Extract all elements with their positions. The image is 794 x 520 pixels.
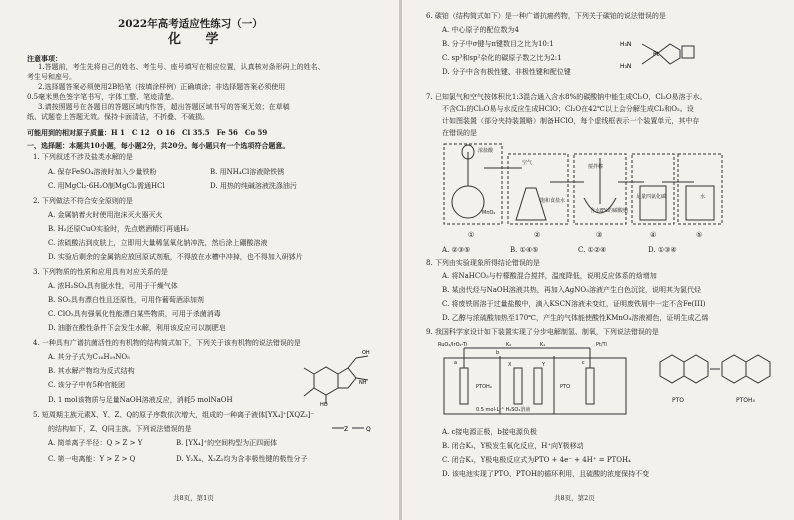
ionic-liquid-structure [324,412,380,444]
question-option: C. 闭合K₁，Y极电极反应式为PTO + 4e⁻ + 4H⁺ = PTOH₄ [442,456,631,464]
apparatus-label: 空气 [522,160,533,166]
svg-text:H₃N: H₃N [620,63,632,70]
question-option: C. sp³和sp²杂化的碳原子数之比为2:1 [442,54,562,62]
question-stem: 的结构如下，Z、Q同主族。下列说法错误的是 [48,425,192,433]
question-option: D. ①③④ [648,246,677,254]
organic-structure-diagram [296,346,374,408]
question-option: C. ①②④ [578,246,607,254]
question-option: B. H₂还原CuO实验时，先点燃酒精灯再通H₂ [48,225,190,233]
question-option: C. ClO₂具有强氧化性能漂白某些物质，可用于杀菌消毒 [48,310,221,318]
apparatus-label: MnO₂ [482,210,496,216]
apparatus-label: 水 [700,194,706,200]
question-option: A. 将NaHCO₃与柠檬酸混合搅拌，温度降低，说明反应体系的焓增加 [442,272,657,280]
question-stem: 3. 下列物质的性质和应用具有对应关系的是 [33,268,168,276]
atomic-masses: 可能用到的相对原子质量：H 1 C 12 O 16 Cl 35.5 Fe 56 Co 59 [27,128,268,137]
electrolysis-cell-diagram [436,338,636,418]
cell-label: K₁ [540,342,546,348]
cell-label: a [454,360,458,366]
question-option: D. 分子中含有极性键、非极性键和配位键 [442,68,571,76]
question-stem: 2. 下列做法不符合安全原则的是 [33,197,133,205]
question-stem: 8. 下列由实验现象所得结论错误的是 [426,259,540,267]
cell-label: 0.5 mol·L⁻¹ H₂SO₄溶液 [476,407,531,413]
question-option: A. 中心原子的配位数为4 [442,26,519,34]
question-option: C. 第一电离能：Y > Z > Q [48,455,136,463]
chlorine-apparatus-diagram [438,138,728,242]
svg-text:OH: OH [362,350,370,356]
apparatus-label: 浓盐酸 [478,148,494,154]
notice-heading: 注意事项： [27,54,62,63]
question-option: C. 该分子中有5种官能团 [48,381,126,389]
notice-line: 纸、试题卷上答题无效。保持卡面清洁，不折叠、不破损。 [27,113,209,121]
svg-text:Q: Q [366,426,371,433]
question-option: B. [YX₄]⁺的空间构型为正四面体 [176,439,278,447]
cell-label: b [496,350,500,356]
notice-line: 考生号和座号。 [27,73,76,81]
apparatus-number: ④ [650,231,657,239]
cell-label: PTO [560,384,571,390]
molecule-label: PTO [672,397,685,404]
question-option: B. 其水解产物均为反式结构 [48,367,135,375]
cell-label: Y [542,362,546,368]
right-page [402,0,794,520]
question-option: B. ①④⑤ [510,246,539,254]
question-option: A. 浓H₂SO₄具有脱水性，可用于干燥气体 [48,282,178,290]
question-option: A. 保存FeSO₄溶液时加入少量铁粉 [48,168,157,176]
question-stem: 4. 一种具有广谱抗菌活性的有机物的结构简式如下，下列关于该有机物的说法错误的是 [33,339,301,347]
question-option: A. 金属钠着火时使用泡沫灭火器灭火 [48,211,163,219]
cell-label: X [508,362,512,368]
notice-line: 0.5毫米黑色签字笔书写，字体工整、笔迹清楚。 [27,93,179,101]
svg-text:HO: HO [320,402,328,408]
question-option: D. 乙醇与浓硫酸加热至170℃，产生的气体能使酸性KMnO₄溶液褪色，证明生成乙烯 [442,314,709,322]
notice-line: 1.答题前，考生先将自己的姓名、考生号、座号填写在相应位置，认真核对条形码上的姓名、 [38,63,325,71]
apparatus-label: 饱和食盐水 [540,198,566,204]
question-option: B. 某卤代烃与NaOH溶液共热，再加入AgNO₃溶液产生白色沉淀，说明其为氯代烃 [442,286,701,294]
apparatus-label: 含水8%的碳酸钠 [590,208,628,214]
question-stem: 7. 已知氯气和空气按体积比1:3混合通入含水8%的碳酸钠中能生成Cl₂O，Cl₂O易溶于水。 [426,93,707,101]
question-stem: 5. 短周期主族元素X、Y、Z、Q的原子序数依次增大，组成的一种离子液体[YX₄]⁺[XQZ₃]⁻ [33,411,315,419]
question-stem: 6. 碳铂（结构简式如下）是一种广谱抗癌药物，下列关于碳铂的说法错误的是 [426,12,666,20]
apparatus-number: ② [534,231,541,239]
question-option: A. 简单离子半径：Q > Z > Y [48,439,143,447]
question-stem: 不含Cl₂的Cl₂O易与水反应生成HClO；Cl₂O在42℃以上会分解生成Cl₂和O₂。设 [442,105,694,113]
molecule-label: PTOH₄ [736,397,755,404]
notice-line: 2.选择题答案必须使用2B铅笔（按填涂样例）正确填涂；非选择题答案必须使用 [38,83,286,91]
question-option: B. 闭合K₂，Y极发生氧化反应，H⁺向Y极移动 [442,442,584,450]
apparatus-number: ⑤ [696,231,703,239]
page-footer: 共8页，第1页 [173,494,214,502]
svg-text:NH: NH [359,380,367,386]
question-stem: 计如图装置（部分夹持装置略）制备HClO，每个虚线框表示一个装置单元，其中存 [442,117,700,125]
question-option: D. 油脂在酸性条件下会发生水解，利用该反应可以制肥皂 [48,324,226,332]
question-option: B. 分子中σ键与π键数目之比为10:1 [442,40,554,48]
exam-title: 2022年高考适应性练习（一） [118,18,263,30]
question-option: C. 浓硫酸沾到皮肤上，立即用大量稀氢氧化钠冲洗，然后涂上硼酸溶液 [48,239,268,247]
question-stem: 9. 我国科学家设计如下装置实现了分步电解制氢、制氧，下列说法错误的是 [426,328,659,336]
question-option: C. 用MgCl₂·6H₂O制MgCl₂需通HCl [48,182,165,190]
question-stem: 1. 下列叙述不涉及盐类水解的是 [33,153,133,161]
apparatus-number: ③ [596,231,603,239]
section-heading: 一、选择题：本题共10小题，每小题2分，共20分。每小题只有一个选项符合题意。 [27,141,290,150]
question-option: A. c接电源正极，b接电源负极 [442,428,537,436]
question-option: C. 将废铁屑溶于过量盐酸中，滴入KSCN溶液未变红，证明废铁屑中一定不含Fe(III) [442,300,706,308]
question-option: B. 用NH₄Cl溶液除铁锈 [210,168,285,176]
question-option: A. ②③⑤ [442,246,471,254]
carboplatin-structure [618,28,714,78]
page-footer: 共8页，第2页 [554,494,595,502]
svg-text:Pt: Pt [653,51,659,58]
question-option: B. SO₂具有漂白性且还原性，可用作葡萄酒添加剂 [48,296,204,304]
question-option: D. 用热的纯碱溶液洗涤油污 [210,182,297,190]
question-stem: 在错误的是 [442,129,477,137]
svg-text:H₃N: H₃N [620,41,632,48]
question-option: D. 该电池实现了PTO、PTOH的循环利用，且硫酸的浓度保持不变 [442,470,650,478]
question-option: D. 1 mol该物质与足量NaOH溶液反应，消耗5 molNaOH [48,396,233,404]
svg-text:Z: Z [344,426,349,433]
subject-title: 化 学 [168,32,229,47]
apparatus-number: ① [468,231,475,239]
cell-label: PTOH₄ [476,384,492,390]
pto-redox-structures [642,338,782,418]
cell-label: K₂ [506,342,512,348]
question-option: A. 其分子式为C₁₆H₁₉NO₅ [48,353,130,361]
cell-label: c [582,360,585,366]
apparatus-label: 搅拌棒 [588,164,604,170]
question-option: D. Y₂X₄、X₂Z₂均为含非极性键的极性分子 [176,455,308,463]
notice-line: 3.请按照题号在各题目的答题区域内作答，超出答题区域书写的答案无效；在草稿 [38,103,290,111]
apparatus-label: 足量四氯化碳 [636,194,667,200]
cell-label: Pt/Ti [596,342,607,348]
question-option: D. 实验后剩余的金属钠应放回原试剂瓶，不得放在水槽中冲掉，也不得加入研钵片 [48,253,303,261]
cell-label: RuO₂/IrO₂-Ti [438,342,468,348]
